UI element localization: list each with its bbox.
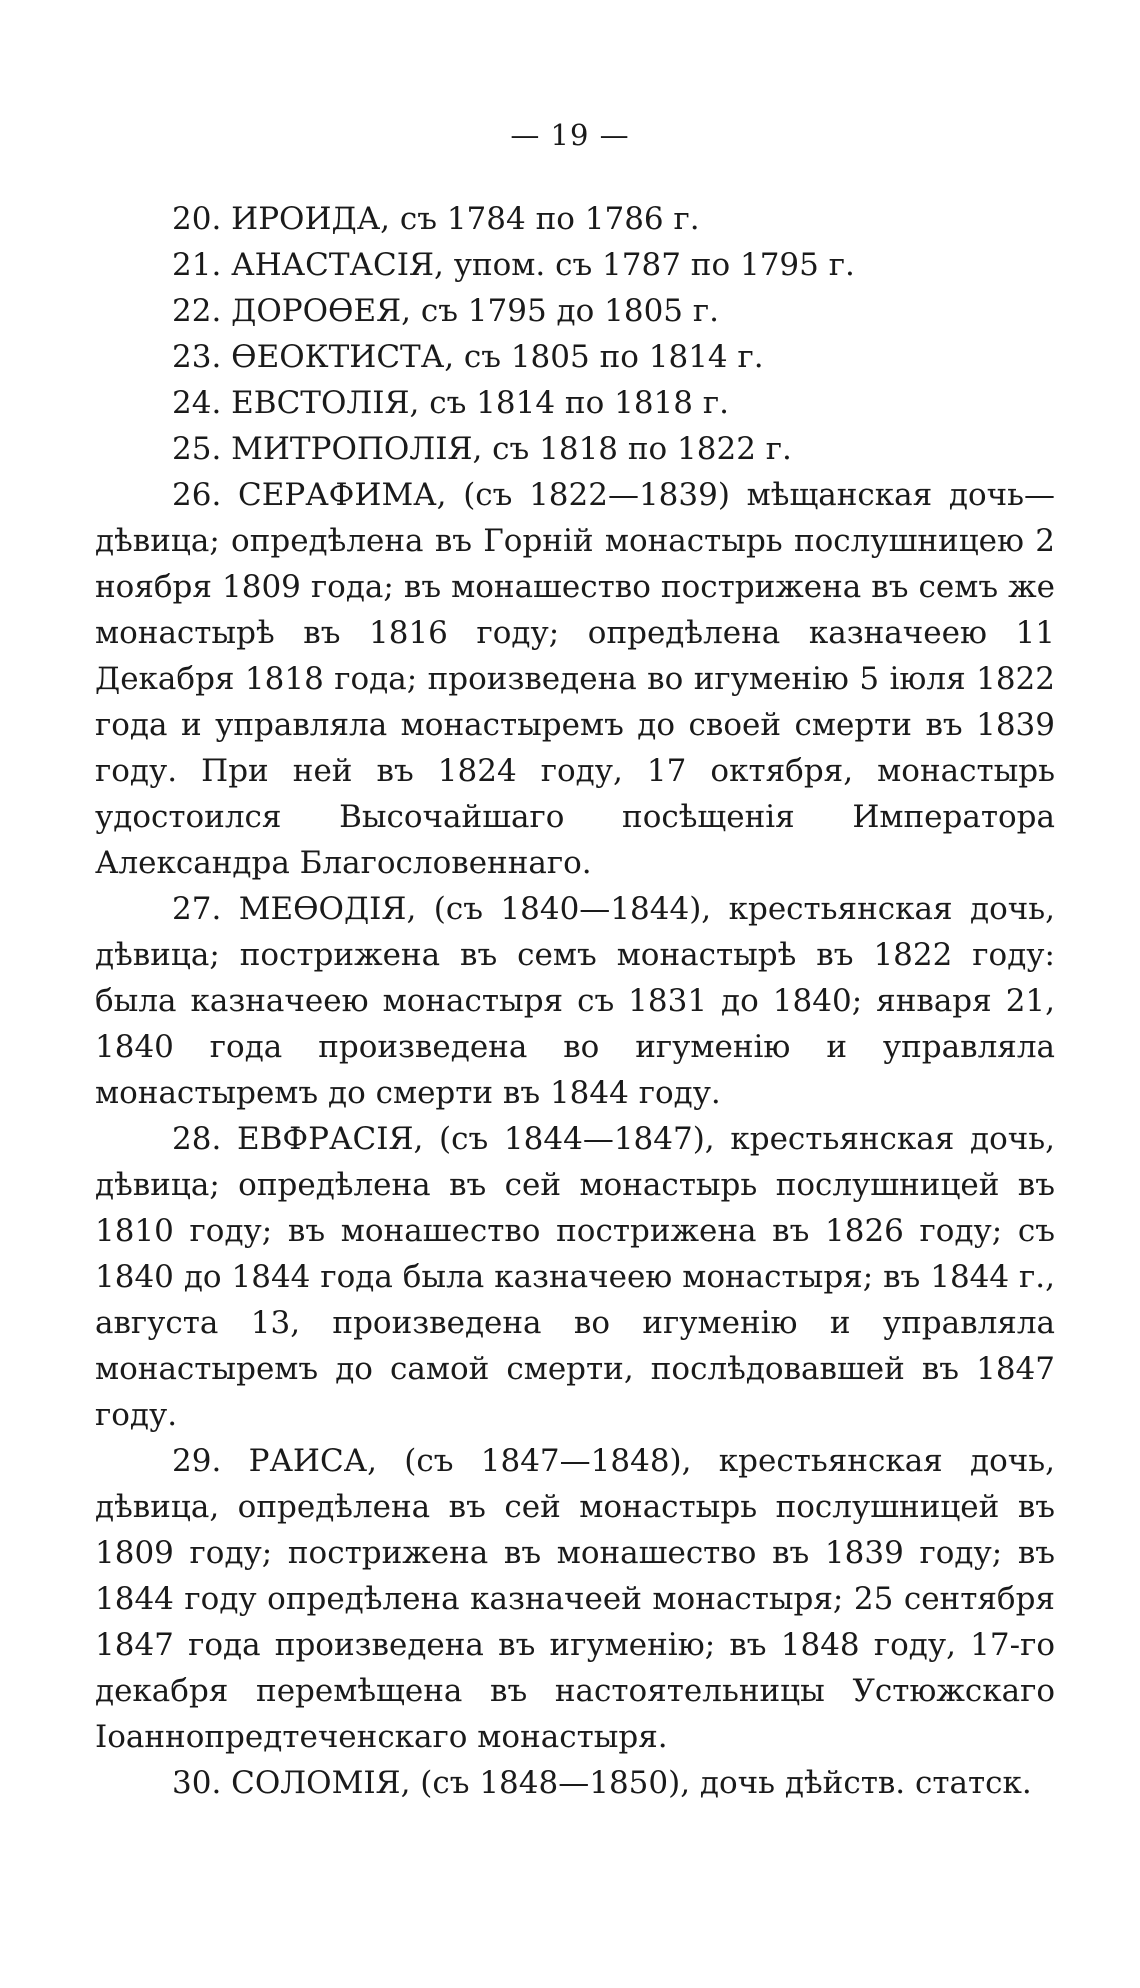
paragraph-entry-29: 29. РАИСА, (съ 1847—1848), крестьянская дочь, дѣвица, опредѣлена въ сей монастырь послушницей въ 1809 году; пострижена въ монашество въ 1839 году; въ 1844 году опредѣлена казначеей монастыря; 25 сентября 1847 года произведена въ игуменію; въ 1848 году, 17-го декабря перемѣщена въ настоятельницы Устюжскаго Іоаннопредтеченскаго монастыря.: [95, 1443, 1055, 1755]
paragraph-entry-30: 30. СОЛОМІЯ, (съ 1848—1850), дочь дѣйств. статск.: [172, 1765, 1032, 1801]
paragraph-entry-26: 26. СЕРАФИМА, (съ 1822—1839) мѣщанская дочь—дѣвица; опредѣлена въ Горній монастырь послушницею 2 ноября 1809 года; въ монашество пострижена въ семъ же монастырѣ въ 1816 году; опредѣлена казначеею 11 Декабря 1818 года; произведена во игуменію 5 іюля 1822 года и управляла монастыремъ до своей смерти въ 1839 году. При ней въ 1824 году, 17 октября, монастырь удостоился Высочайшаго посѣщенія Императора Александра Благословеннаго.: [95, 477, 1055, 881]
list-item: 25. МИТРОПОЛІЯ, съ 1818 по 1822 г.: [172, 431, 792, 467]
list-item: 20. ИРОИДА, съ 1784 по 1786 г.: [172, 201, 700, 237]
paragraph-entry-27: 27. МЕѲОДІЯ, (съ 1840—1844), крестьянская дочь, дѣвица; пострижена въ семъ монастырѣ въ 1822 году: была казначеею монастыря съ 1831 до 1840; января 21, 1840 года произведена во игуменію и управляла монастыремъ до смерти въ 1844 году.: [95, 891, 1055, 1111]
list-item: 21. АНАСТАСІЯ, упом. съ 1787 по 1795 г.: [172, 247, 855, 283]
paragraph-entry-28: 28. ЕВФРАСІЯ, (съ 1844—1847), крестьянская дочь, дѣвица; опредѣлена въ сей монастырь послушницей въ 1810 году; въ монашество пострижена въ 1826 году; съ 1840 до 1844 года была казначеею монастыря; въ 1844 г., августа 13, произведена во игуменію и управляла монастыремъ до самой смерти, послѣдовавшей въ 1847 году.: [95, 1121, 1055, 1433]
list-item: 22. ДОРОѲЕЯ, съ 1795 до 1805 г.: [172, 293, 719, 329]
list-item: 23. ѲЕОКТИСТА, съ 1805 по 1814 г.: [172, 339, 764, 375]
text-body: [95, 196, 1055, 1806]
list-item: 24. ЕВСТОЛІЯ, съ 1814 по 1818 г.: [172, 385, 729, 421]
page-number: — 19 —: [510, 118, 630, 152]
